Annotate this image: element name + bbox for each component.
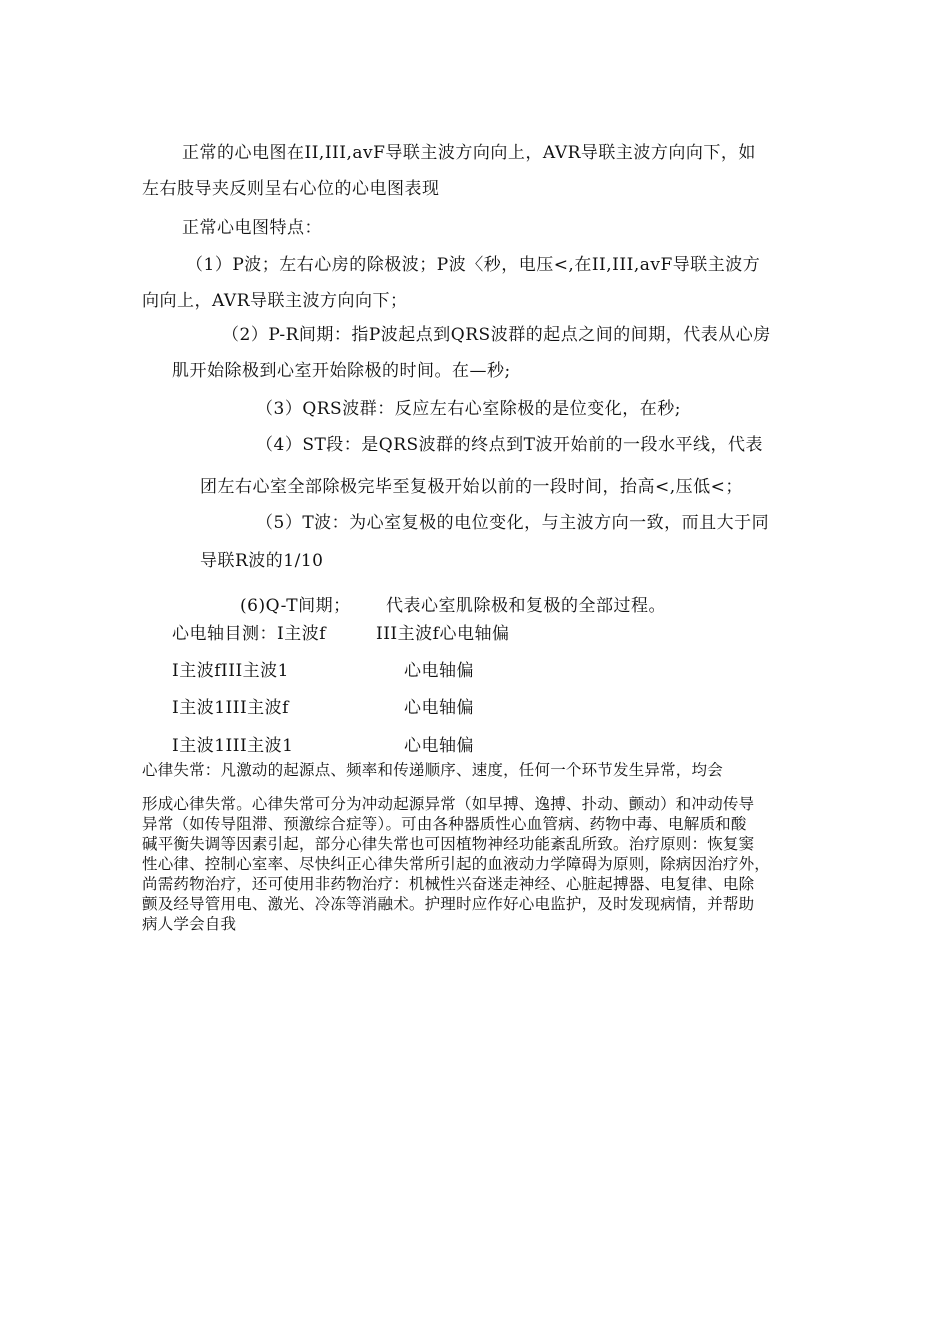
- arrhythmia-paragraph-line: 性心律、控制心室率、尽快纠正心律失常所引起的血液动力学障碍为原则，除病因治疗外，: [142, 855, 771, 873]
- axis-row-4-right: 心电轴偏: [404, 736, 474, 756]
- axis-row-3-right: 心电轴偏: [404, 698, 474, 718]
- st-line-2: 团左右心室全部除极完毕至复极开始以前的一段时间，抬高<,压低<；: [200, 477, 743, 497]
- p-wave-line-2: 向向上，AVR导联主波方向向下；: [142, 291, 408, 311]
- features-title: 正常心电图特点：: [182, 218, 322, 238]
- arrhythmia-paragraph-line: 病人学会自我: [142, 915, 237, 933]
- axis-row-2-left: I主波fIII主波1: [172, 661, 289, 681]
- axis-row-2-right: 心电轴偏: [404, 661, 474, 681]
- axis-row-3-left: I主波1III主波f: [172, 698, 289, 718]
- st-line-1: （4）ST段：是QRS波群的终点到T波开始前的一段水平线，代表: [256, 435, 764, 455]
- t-wave-line-2: 导联R波的1/10: [200, 551, 324, 571]
- arrhythmia-line-1: 心律失常：凡激动的起源点、频率和传递顺序、速度，任何一个环节发生异常，均会: [142, 761, 723, 779]
- arrhythmia-paragraph-line: 颤及经导管用电、激光、冷冻等消融术。护理时应作好心电监护，及时发现病情，并帮助: [142, 895, 755, 913]
- intro-line-1: 正常的心电图在II,III,avF导联主波方向向上，AVR导联主波方向向下，如: [182, 143, 756, 163]
- arrhythmia-paragraph-line: 尚需药物治疗，还可使用非药物治疗：机械性兴奋迷走神经、心脏起搏器、电复律、电除: [142, 875, 755, 893]
- p-wave-line-1: （1）P波；左右心房的除极波；P波〈秒，电压<,在II,III,avF导联主波方: [186, 255, 761, 275]
- qrs-line: （3）QRS波群：反应左右心室除极的是位变化，在秒;: [256, 399, 681, 419]
- pr-interval-line-1: （2）P-R间期：指P波起点到QRS波群的起点之间的间期，代表从心房: [222, 325, 771, 345]
- arrhythmia-paragraph-line: 碱平衡失调等因素引起，部分心律失常也可因植物神经功能紊乱所致。治疗原则：恢复窦: [142, 835, 755, 853]
- axis-row-1-left: 心电轴目测：I主波f: [172, 624, 327, 644]
- t-wave-line-1: （5）T波：为心室复极的电位变化，与主波方向一致，而且大于同: [256, 513, 770, 533]
- qt-text: 代表心室肌除极和复极的全部过程。: [386, 596, 666, 616]
- intro-line-2: 左右肢导夹反则呈右心位的心电图表现: [142, 179, 440, 199]
- pr-interval-line-2: 肌开始除极到心室开始除极的时间。在—秒;: [172, 361, 511, 381]
- axis-row-4-left: I主波1III主波1: [172, 736, 294, 756]
- axis-row-1-middle: III主波f心电轴偏: [376, 624, 510, 644]
- arrhythmia-paragraph-line: 形成心律失常。心律失常可分为冲动起源异常（如早搏、逸搏、扑动、颤动）和冲动传导: [142, 795, 755, 813]
- arrhythmia-paragraph-line: 异常（如传导阻滞、预激综合症等）。可由各种器质性心血管病、药物中毒、电解质和酸: [142, 815, 747, 833]
- qt-label: (6)Q-T间期；: [240, 596, 351, 616]
